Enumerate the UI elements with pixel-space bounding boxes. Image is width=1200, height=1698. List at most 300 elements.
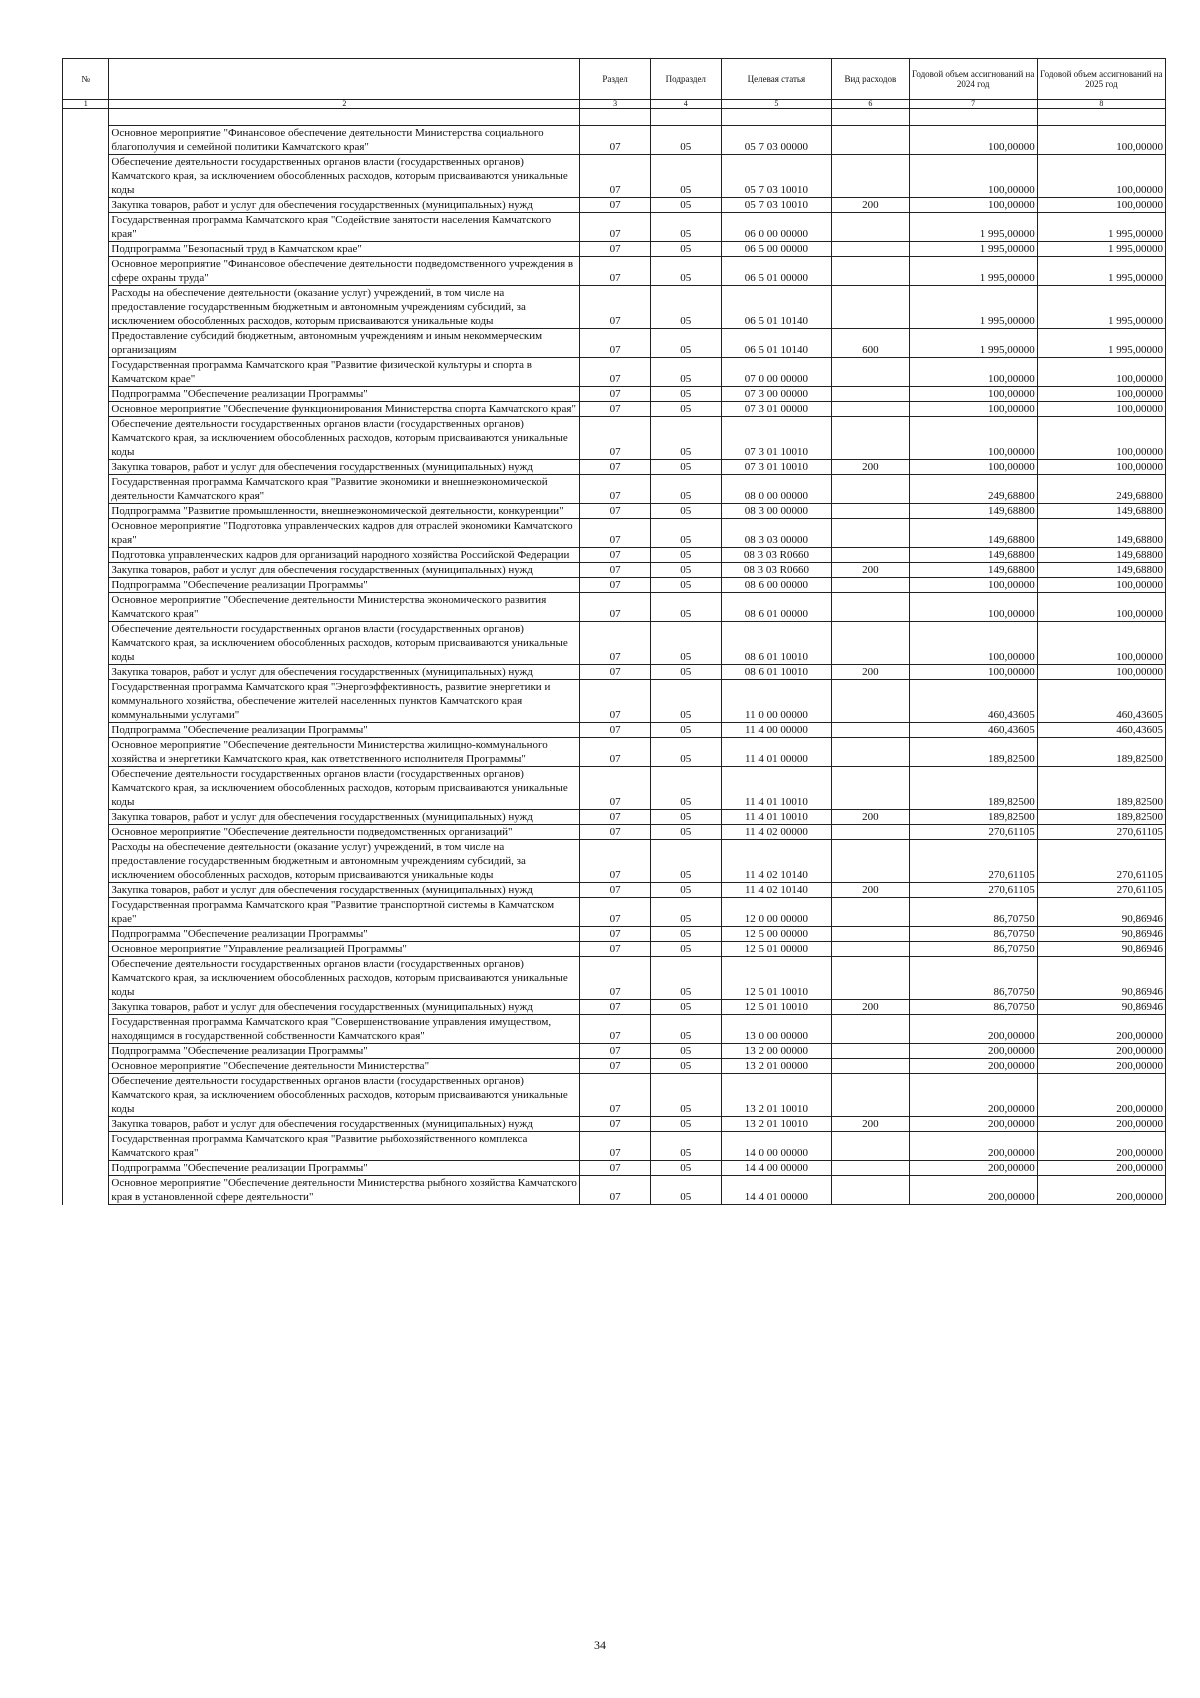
row-name: Закупка товаров, работ и услуг для обеспечения государственных (муниципальных) нужд [109, 883, 580, 898]
row-expense-type: 200 [832, 1000, 909, 1015]
table-row [63, 927, 1166, 942]
table-row [63, 1000, 1166, 1015]
row-subsection: 05 [650, 883, 721, 898]
row-name: Основное мероприятие "Финансовое обеспечение деятельности Министерства социального благополучия и семейной политики Камчатского края" [109, 126, 580, 155]
row-expense-type [832, 548, 909, 563]
row-number-cell [63, 942, 109, 957]
column-number: 7 [909, 100, 1037, 109]
row-target-article: 05 7 03 00000 [721, 126, 832, 155]
row-subsection: 05 [650, 1132, 721, 1161]
row-subsection: 05 [650, 417, 721, 460]
row-expense-type [832, 1161, 909, 1176]
spacer-row [63, 109, 1166, 126]
table-row [63, 563, 1166, 578]
row-section: 07 [580, 563, 651, 578]
row-subsection: 05 [650, 1176, 721, 1205]
table-row [63, 329, 1166, 358]
row-allocation-2024: 149,68800 [909, 548, 1037, 563]
row-subsection: 05 [650, 475, 721, 504]
row-name: Обеспечение деятельности государственных органов власти (государственных органов) Камчатского края, за исключением обособленных расходов, которым присваиваются уникальные коды [109, 417, 580, 460]
row-section: 07 [580, 1161, 651, 1176]
table-row [63, 578, 1166, 593]
row-number-cell [63, 622, 109, 665]
row-number-cell [63, 898, 109, 927]
row-section: 07 [580, 680, 651, 723]
row-section: 07 [580, 1000, 651, 1015]
row-name: Закупка товаров, работ и услуг для обеспечения государственных (муниципальных) нужд [109, 665, 580, 680]
table-row [63, 622, 1166, 665]
row-subsection: 05 [650, 680, 721, 723]
table-row [63, 548, 1166, 563]
row-target-article: 11 4 01 10010 [721, 810, 832, 825]
row-subsection: 05 [650, 1074, 721, 1117]
row-name: Подпрограмма "Безопасный труд в Камчатском крае" [109, 242, 580, 257]
row-section: 07 [580, 723, 651, 738]
row-target-article: 08 3 03 R0660 [721, 548, 832, 563]
row-name: Обеспечение деятельности государственных органов власти (государственных органов) Камчатского края, за исключением обособленных расходов, которым присваиваются уникальные коды [109, 622, 580, 665]
table-row [63, 242, 1166, 257]
row-section: 07 [580, 548, 651, 563]
row-subsection: 05 [650, 767, 721, 810]
row-number-cell [63, 417, 109, 460]
row-allocation-2025: 90,86946 [1037, 1000, 1165, 1015]
row-expense-type [832, 1015, 909, 1044]
table-row [63, 1059, 1166, 1074]
row-number-cell [63, 1161, 109, 1176]
row-subsection: 05 [650, 1000, 721, 1015]
row-expense-type [832, 1176, 909, 1205]
table-row [63, 593, 1166, 622]
row-allocation-2025: 200,00000 [1037, 1161, 1165, 1176]
row-target-article: 08 6 01 10010 [721, 665, 832, 680]
row-allocation-2024: 100,00000 [909, 622, 1037, 665]
row-expense-type [832, 1074, 909, 1117]
row-subsection: 05 [650, 358, 721, 387]
table-row [63, 723, 1166, 738]
row-name: Основное мероприятие "Обеспечение функционирования Министерства спорта Камчатского края" [109, 402, 580, 417]
row-number-cell [63, 257, 109, 286]
row-number-cell [63, 1132, 109, 1161]
table-row [63, 286, 1166, 329]
row-section: 07 [580, 1132, 651, 1161]
row-allocation-2025: 200,00000 [1037, 1044, 1165, 1059]
row-subsection: 05 [650, 563, 721, 578]
row-allocation-2025: 200,00000 [1037, 1015, 1165, 1044]
row-allocation-2025: 100,00000 [1037, 622, 1165, 665]
row-allocation-2024: 200,00000 [909, 1117, 1037, 1132]
row-allocation-2025: 90,86946 [1037, 927, 1165, 942]
table-row [63, 738, 1166, 767]
row-expense-type [832, 578, 909, 593]
row-subsection: 05 [650, 1015, 721, 1044]
row-name: Обеспечение деятельности государственных органов власти (государственных органов) Камчатского края, за исключением обособленных расходов, которым присваиваются уникальные коды [109, 957, 580, 1000]
row-allocation-2024: 149,68800 [909, 519, 1037, 548]
row-expense-type [832, 957, 909, 1000]
column-number: 2 [109, 100, 580, 109]
row-section: 07 [580, 1176, 651, 1205]
row-allocation-2024: 200,00000 [909, 1044, 1037, 1059]
row-allocation-2025: 100,00000 [1037, 578, 1165, 593]
row-allocation-2025: 100,00000 [1037, 126, 1165, 155]
row-subsection: 05 [650, 257, 721, 286]
row-name: Расходы на обеспечение деятельности (оказание услуг) учреждений, в том числе на предоставление государственным бюджетным и автономным учреждениям субсидий, за исключением обособленных расходов, которым присваиваются уникальные коды [109, 840, 580, 883]
table-row [63, 883, 1166, 898]
row-allocation-2024: 460,43605 [909, 723, 1037, 738]
row-allocation-2025: 270,61105 [1037, 840, 1165, 883]
row-expense-type: 200 [832, 460, 909, 475]
row-expense-type [832, 1059, 909, 1074]
row-section: 07 [580, 825, 651, 840]
row-section: 07 [580, 1015, 651, 1044]
row-section: 07 [580, 622, 651, 665]
row-number-cell [63, 563, 109, 578]
row-allocation-2024: 200,00000 [909, 1161, 1037, 1176]
row-allocation-2024: 100,00000 [909, 155, 1037, 198]
row-section: 07 [580, 402, 651, 417]
row-name: Обеспечение деятельности государственных органов власти (государственных органов) Камчатского края, за исключением обособленных расходов, которым присваиваются уникальные коды [109, 1074, 580, 1117]
table-row [63, 1015, 1166, 1044]
row-target-article: 12 5 00 00000 [721, 927, 832, 942]
row-allocation-2024: 100,00000 [909, 417, 1037, 460]
row-allocation-2025: 200,00000 [1037, 1176, 1165, 1205]
row-subsection: 05 [650, 825, 721, 840]
row-section: 07 [580, 257, 651, 286]
row-expense-type [832, 738, 909, 767]
table-row [63, 417, 1166, 460]
row-target-article: 13 2 00 00000 [721, 1044, 832, 1059]
budget-table [62, 58, 1166, 1205]
row-allocation-2024: 200,00000 [909, 1074, 1037, 1117]
row-section: 07 [580, 927, 651, 942]
table-row [63, 810, 1166, 825]
row-subsection: 05 [650, 519, 721, 548]
row-allocation-2024: 86,70750 [909, 1000, 1037, 1015]
row-target-article: 11 4 02 10140 [721, 840, 832, 883]
row-section: 07 [580, 1059, 651, 1074]
row-target-article: 14 0 00 00000 [721, 1132, 832, 1161]
row-target-article: 06 5 01 10140 [721, 329, 832, 358]
row-number-cell [63, 825, 109, 840]
row-subsection: 05 [650, 329, 721, 358]
row-expense-type [832, 417, 909, 460]
row-allocation-2025: 149,68800 [1037, 519, 1165, 548]
row-target-article: 05 7 03 10010 [721, 155, 832, 198]
row-expense-type [832, 1044, 909, 1059]
row-allocation-2025: 1 995,00000 [1037, 242, 1165, 257]
header-target-article: Целевая статья [721, 59, 832, 100]
row-allocation-2025: 149,68800 [1037, 563, 1165, 578]
row-name: Подпрограмма "Обеспечение реализации Программы" [109, 387, 580, 402]
row-number-cell [63, 810, 109, 825]
row-name: Обеспечение деятельности государственных органов власти (государственных органов) Камчатского края, за исключением обособленных расходов, которым присваиваются уникальные коды [109, 767, 580, 810]
page-number: 34 [594, 1638, 606, 1652]
row-section: 07 [580, 519, 651, 548]
row-subsection: 05 [650, 622, 721, 665]
row-allocation-2025: 100,00000 [1037, 665, 1165, 680]
row-target-article: 13 2 01 10010 [721, 1074, 832, 1117]
row-section: 07 [580, 883, 651, 898]
row-allocation-2025: 149,68800 [1037, 548, 1165, 563]
row-expense-type [832, 898, 909, 927]
row-number-cell [63, 504, 109, 519]
row-subsection: 05 [650, 1044, 721, 1059]
row-allocation-2025: 189,82500 [1037, 810, 1165, 825]
row-section: 07 [580, 665, 651, 680]
row-section: 07 [580, 329, 651, 358]
row-allocation-2024: 86,70750 [909, 957, 1037, 1000]
row-number-cell [63, 286, 109, 329]
row-section: 07 [580, 460, 651, 475]
row-allocation-2024: 100,00000 [909, 126, 1037, 155]
row-subsection: 05 [650, 286, 721, 329]
row-expense-type [832, 927, 909, 942]
row-subsection: 05 [650, 942, 721, 957]
table-row [63, 1044, 1166, 1059]
row-allocation-2025: 100,00000 [1037, 402, 1165, 417]
row-allocation-2025: 460,43605 [1037, 680, 1165, 723]
row-section: 07 [580, 242, 651, 257]
row-name: Основное мероприятие "Подготовка управленческих кадров для отраслей экономики Камчатского края" [109, 519, 580, 548]
row-name: Основное мероприятие "Обеспечение деятельности Министерства жилищно-коммунального хозяйства и энергетики Камчатского края, как ответственного исполнителя Программы" [109, 738, 580, 767]
row-subsection: 05 [650, 738, 721, 767]
header-name [109, 59, 580, 100]
row-target-article: 06 5 01 10140 [721, 286, 832, 329]
row-expense-type [832, 1132, 909, 1161]
row-allocation-2024: 1 995,00000 [909, 286, 1037, 329]
row-subsection: 05 [650, 155, 721, 198]
row-target-article: 14 4 01 00000 [721, 1176, 832, 1205]
row-number-cell [63, 213, 109, 242]
row-allocation-2024: 100,00000 [909, 402, 1037, 417]
row-subsection: 05 [650, 593, 721, 622]
row-allocation-2024: 1 995,00000 [909, 329, 1037, 358]
row-number-cell [63, 723, 109, 738]
row-expense-type [832, 519, 909, 548]
row-subsection: 05 [650, 840, 721, 883]
row-allocation-2025: 200,00000 [1037, 1132, 1165, 1161]
row-allocation-2024: 200,00000 [909, 1132, 1037, 1161]
row-subsection: 05 [650, 198, 721, 213]
row-allocation-2024: 100,00000 [909, 578, 1037, 593]
row-name: Подпрограмма "Развитие промышленности, внешнеэкономической деятельности, конкуренции" [109, 504, 580, 519]
row-allocation-2025: 249,68800 [1037, 475, 1165, 504]
row-expense-type: 200 [832, 1117, 909, 1132]
row-number-cell [63, 548, 109, 563]
row-allocation-2025: 200,00000 [1037, 1059, 1165, 1074]
row-number-cell [63, 738, 109, 767]
row-section: 07 [580, 942, 651, 957]
row-allocation-2024: 249,68800 [909, 475, 1037, 504]
row-target-article: 06 5 00 00000 [721, 242, 832, 257]
row-allocation-2025: 90,86946 [1037, 957, 1165, 1000]
row-target-article: 06 0 00 00000 [721, 213, 832, 242]
row-number-cell [63, 593, 109, 622]
row-name: Основное мероприятие "Управление реализацией Программы" [109, 942, 580, 957]
row-section: 07 [580, 475, 651, 504]
row-subsection: 05 [650, 460, 721, 475]
row-expense-type: 200 [832, 665, 909, 680]
row-target-article: 11 4 00 00000 [721, 723, 832, 738]
row-section: 07 [580, 1074, 651, 1117]
row-expense-type: 600 [832, 329, 909, 358]
row-allocation-2024: 460,43605 [909, 680, 1037, 723]
row-allocation-2025: 1 995,00000 [1037, 286, 1165, 329]
row-subsection: 05 [650, 402, 721, 417]
row-name: Основное мероприятие "Обеспечение деятельности Министерства экономического развития Камчатского края" [109, 593, 580, 622]
row-allocation-2024: 86,70750 [909, 898, 1037, 927]
header-allocation-2024: Годовой объем ассигнований на 2024 год [909, 59, 1037, 100]
row-allocation-2025: 100,00000 [1037, 155, 1165, 198]
row-allocation-2024: 1 995,00000 [909, 213, 1037, 242]
row-target-article: 06 5 01 00000 [721, 257, 832, 286]
table-row [63, 257, 1166, 286]
row-allocation-2025: 100,00000 [1037, 593, 1165, 622]
row-section: 07 [580, 213, 651, 242]
row-allocation-2024: 86,70750 [909, 942, 1037, 957]
row-target-article: 11 0 00 00000 [721, 680, 832, 723]
table-row [63, 1176, 1166, 1205]
table-row [63, 198, 1166, 213]
row-number-cell [63, 1176, 109, 1205]
row-section: 07 [580, 738, 651, 767]
row-name: Закупка товаров, работ и услуг для обеспечения государственных (муниципальных) нужд [109, 1117, 580, 1132]
row-number-cell [63, 883, 109, 898]
table-row [63, 1117, 1166, 1132]
row-number-cell [63, 1015, 109, 1044]
table-row [63, 1161, 1166, 1176]
header-allocation-2025: Годовой объем ассигнований на 2025 год [1037, 59, 1165, 100]
row-subsection: 05 [650, 1161, 721, 1176]
row-subsection: 05 [650, 1059, 721, 1074]
row-number-cell [63, 242, 109, 257]
row-section: 07 [580, 126, 651, 155]
row-subsection: 05 [650, 665, 721, 680]
row-allocation-2025: 270,61105 [1037, 883, 1165, 898]
row-number-cell [63, 665, 109, 680]
row-name: Обеспечение деятельности государственных органов власти (государственных органов) Камчатского края, за исключением обособленных расходов, которым присваиваются уникальные коды [109, 155, 580, 198]
row-number-cell [63, 155, 109, 198]
row-allocation-2024: 189,82500 [909, 738, 1037, 767]
row-allocation-2025: 149,68800 [1037, 504, 1165, 519]
row-section: 07 [580, 198, 651, 213]
row-allocation-2025: 270,61105 [1037, 825, 1165, 840]
table-row [63, 504, 1166, 519]
row-target-article: 11 4 02 10140 [721, 883, 832, 898]
row-target-article: 08 6 01 00000 [721, 593, 832, 622]
table-row [63, 358, 1166, 387]
row-target-article: 12 5 01 00000 [721, 942, 832, 957]
row-allocation-2024: 149,68800 [909, 563, 1037, 578]
row-target-article: 07 3 01 10010 [721, 417, 832, 460]
row-expense-type [832, 825, 909, 840]
column-number-row [63, 100, 1166, 109]
row-subsection: 05 [650, 1117, 721, 1132]
row-number-cell [63, 460, 109, 475]
table-row [63, 402, 1166, 417]
table-row [63, 475, 1166, 504]
header-section: Раздел [580, 59, 651, 100]
table-row [63, 840, 1166, 883]
row-number-cell [63, 519, 109, 548]
row-target-article: 08 0 00 00000 [721, 475, 832, 504]
row-allocation-2025: 200,00000 [1037, 1074, 1165, 1117]
row-target-article: 07 3 01 00000 [721, 402, 832, 417]
row-section: 07 [580, 387, 651, 402]
table-row [63, 1074, 1166, 1117]
row-subsection: 05 [650, 898, 721, 927]
row-expense-type [832, 723, 909, 738]
row-expense-type [832, 840, 909, 883]
row-allocation-2025: 189,82500 [1037, 767, 1165, 810]
row-allocation-2025: 100,00000 [1037, 387, 1165, 402]
row-name: Подпрограмма "Обеспечение реализации Программы" [109, 1044, 580, 1059]
row-name: Государственная программа Камчатского края "Энергоэффективность, развитие энергетики и коммунального хозяйства, обеспечение жителей населенных пунктов Камчатского края коммунальными услугами" [109, 680, 580, 723]
row-target-article: 11 4 01 00000 [721, 738, 832, 767]
row-allocation-2024: 270,61105 [909, 840, 1037, 883]
row-allocation-2024: 100,00000 [909, 358, 1037, 387]
column-number: 4 [650, 100, 721, 109]
header-subsection: Подраздел [650, 59, 721, 100]
row-target-article: 12 5 01 10010 [721, 957, 832, 1000]
row-name: Подготовка управленческих кадров для организаций народного хозяйства Российской Федерации [109, 548, 580, 563]
row-subsection: 05 [650, 578, 721, 593]
row-allocation-2024: 100,00000 [909, 593, 1037, 622]
row-number-cell [63, 402, 109, 417]
row-allocation-2024: 270,61105 [909, 883, 1037, 898]
row-name: Государственная программа Камчатского края "Развитие транспортной системы в Камчатском крае" [109, 898, 580, 927]
row-name: Государственная программа Камчатского края "Развитие физической культуры и спорта в Камчатском крае" [109, 358, 580, 387]
row-allocation-2025: 90,86946 [1037, 898, 1165, 927]
header-expense-type: Вид расходов [832, 59, 909, 100]
row-number-cell [63, 1059, 109, 1074]
row-target-article: 07 3 00 00000 [721, 387, 832, 402]
table-row [63, 126, 1166, 155]
row-target-article: 13 2 01 10010 [721, 1117, 832, 1132]
row-section: 07 [580, 898, 651, 927]
row-number-cell [63, 957, 109, 1000]
row-name: Расходы на обеспечение деятельности (оказание услуг) учреждений, в том числе на предоставление государственным бюджетным и автономным учреждениям субсидий, за исключением обособленных расходов, которым присваиваются уникальные коды [109, 286, 580, 329]
row-subsection: 05 [650, 810, 721, 825]
row-allocation-2025: 189,82500 [1037, 738, 1165, 767]
row-number-cell [63, 680, 109, 723]
row-allocation-2025: 100,00000 [1037, 198, 1165, 213]
row-name: Государственная программа Камчатского края "Совершенствование управления имуществом, находящимся в государственной собственности Камчатского края" [109, 1015, 580, 1044]
row-allocation-2024: 100,00000 [909, 198, 1037, 213]
row-section: 07 [580, 810, 651, 825]
row-allocation-2024: 189,82500 [909, 767, 1037, 810]
row-name: Основное мероприятие "Обеспечение деятельности Министерства рыбного хозяйства Камчатского края в установленной сфере деятельности" [109, 1176, 580, 1205]
row-section: 07 [580, 504, 651, 519]
row-expense-type [832, 257, 909, 286]
table-row [63, 825, 1166, 840]
row-target-article: 07 3 01 10010 [721, 460, 832, 475]
row-name: Закупка товаров, работ и услуг для обеспечения государственных (муниципальных) нужд [109, 1000, 580, 1015]
row-allocation-2024: 100,00000 [909, 387, 1037, 402]
row-target-article: 13 2 01 00000 [721, 1059, 832, 1074]
row-expense-type [832, 622, 909, 665]
row-expense-type [832, 593, 909, 622]
row-subsection: 05 [650, 957, 721, 1000]
row-name: Подпрограмма "Обеспечение реализации Программы" [109, 578, 580, 593]
row-name: Подпрограмма "Обеспечение реализации Программы" [109, 723, 580, 738]
row-expense-type: 200 [832, 563, 909, 578]
row-allocation-2024: 189,82500 [909, 810, 1037, 825]
row-expense-type: 200 [832, 810, 909, 825]
row-number-cell [63, 475, 109, 504]
row-allocation-2024: 200,00000 [909, 1015, 1037, 1044]
row-name: Государственная программа Камчатского края "Развитие экономики и внешнеэкономической деятельности Камчатского края" [109, 475, 580, 504]
row-name: Закупка товаров, работ и услуг для обеспечения государственных (муниципальных) нужд [109, 198, 580, 213]
